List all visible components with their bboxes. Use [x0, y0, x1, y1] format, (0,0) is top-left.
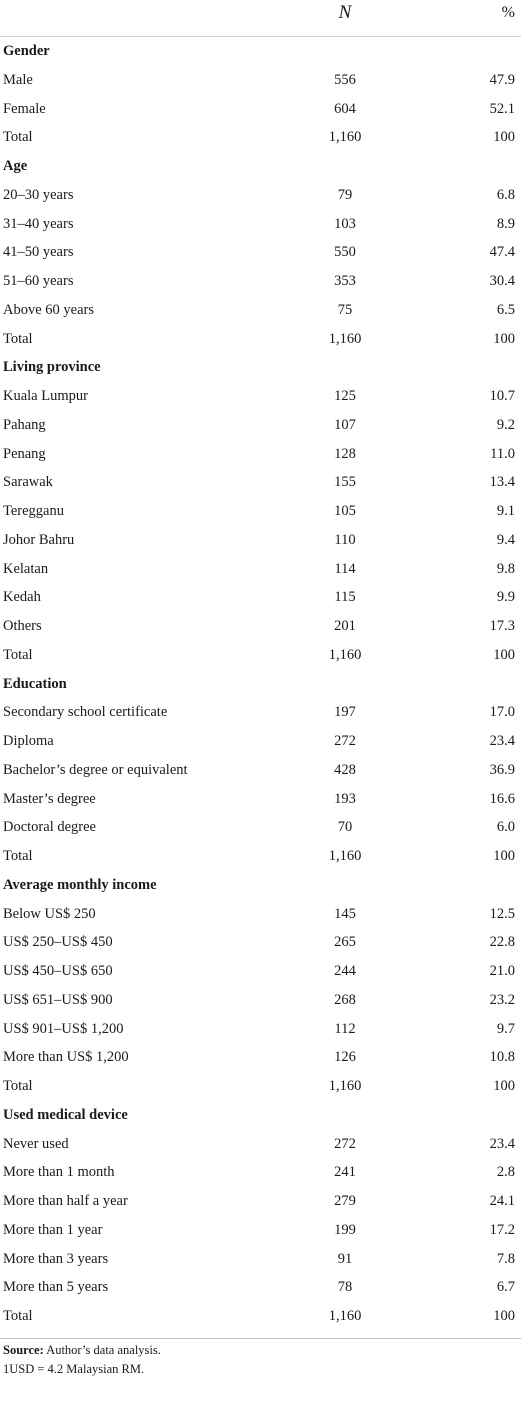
table-row	[0, 1072, 521, 1101]
section-title: Average monthly income	[3, 876, 157, 893]
row-percent: 22.8	[489, 934, 515, 951]
row-percent: 8.9	[496, 215, 515, 232]
row-label: Total	[3, 330, 33, 347]
row-label: Bachelor’s degree or equivalent	[3, 761, 188, 778]
row-count: 265	[334, 934, 356, 951]
row-label: US$ 651–US$ 900	[3, 991, 113, 1008]
row-percent: 21.0	[489, 963, 515, 979]
table-row	[0, 1043, 521, 1072]
row-percent: 100	[493, 646, 515, 663]
row-percent: 23.4	[489, 733, 515, 749]
row-label: Above 60 years	[3, 301, 95, 318]
row-percent: 2.8	[496, 1164, 515, 1181]
section-heading	[0, 152, 521, 181]
row-count: 199	[334, 1221, 356, 1238]
row-count: 103	[334, 215, 356, 232]
table-row	[0, 555, 521, 584]
row-label: More than US$ 1,200	[3, 1049, 129, 1066]
row-count: 126	[334, 1049, 356, 1066]
table-bottom-rule	[0, 1338, 521, 1339]
row-percent: 36.9	[489, 761, 515, 778]
row-label: Diploma	[3, 733, 54, 749]
table-row	[0, 1187, 521, 1216]
section-title: Education	[3, 675, 67, 692]
row-label: Never used	[3, 1135, 69, 1152]
section-heading	[0, 1101, 521, 1130]
row-count: 75	[337, 301, 353, 318]
row-count: 114	[334, 560, 356, 577]
row-percent: 9.1	[496, 503, 515, 519]
row-percent: 9.7	[496, 1020, 515, 1037]
row-percent: 9.9	[496, 589, 515, 606]
row-percent: 6.5	[496, 301, 515, 318]
row-label: 51–60 years	[3, 273, 74, 289]
row-count: 428	[334, 761, 356, 778]
row-label: Total	[3, 1308, 33, 1324]
table-row	[0, 238, 521, 267]
row-percent: 11.0	[490, 445, 515, 462]
row-label: Kelatan	[3, 560, 49, 577]
row-count: 79	[337, 186, 353, 203]
row-label: Teregganu	[3, 503, 64, 519]
row-count: 272	[334, 733, 356, 749]
row-label: 41–50 years	[3, 244, 74, 261]
row-label: More than 1 month	[3, 1164, 115, 1181]
row-percent: 10.7	[489, 388, 515, 404]
table-row	[0, 325, 521, 354]
table-row	[0, 1216, 521, 1245]
table-row	[0, 526, 521, 555]
table-row	[0, 123, 521, 152]
row-label: 31–40 years	[3, 215, 74, 232]
table-row	[0, 1273, 521, 1302]
row-count: 112	[334, 1020, 356, 1037]
table-row	[0, 468, 521, 497]
row-count: 244	[334, 963, 356, 979]
row-label: US$ 250–US$ 450	[3, 934, 113, 951]
row-count: 145	[334, 905, 356, 922]
section-heading	[0, 871, 521, 900]
row-count: 125	[334, 388, 356, 404]
table-row	[0, 641, 521, 670]
table-row	[0, 411, 521, 440]
table-body	[0, 37, 521, 1331]
table-row	[0, 267, 521, 296]
row-percent: 100	[493, 848, 515, 864]
source-text: Author’s data analysis.	[43, 1342, 161, 1357]
row-count: 105	[334, 503, 356, 519]
row-count: 279	[334, 1193, 356, 1209]
row-percent: 17.3	[489, 618, 515, 634]
row-count: 1,160	[328, 848, 362, 864]
row-percent: 17.2	[489, 1221, 515, 1238]
row-label: Johor Bahru	[3, 531, 75, 548]
row-label: More than 1 year	[3, 1221, 103, 1238]
exchange-note: 1USD = 4.2 Malaysian RM.	[3, 1361, 145, 1376]
table-row	[0, 612, 521, 641]
row-percent: 52.1	[489, 100, 515, 117]
table-row	[0, 1302, 521, 1331]
table-row	[0, 1158, 521, 1187]
row-count: 1,160	[328, 1078, 362, 1094]
row-label: US$ 450–US$ 650	[3, 963, 113, 979]
row-percent: 6.8	[496, 186, 515, 203]
row-label: Secondary school certificate	[3, 704, 168, 721]
section-title: Gender	[3, 43, 50, 59]
table-row	[0, 583, 521, 612]
row-percent: 7.8	[496, 1250, 515, 1267]
row-percent: 100	[493, 330, 515, 347]
row-percent: 17.0	[489, 704, 515, 721]
table-row	[0, 756, 521, 785]
source-note	[0, 1341, 521, 1360]
row-count: 115	[334, 589, 356, 606]
row-count: 1,160	[328, 129, 362, 146]
row-count: 155	[334, 474, 356, 491]
table-row	[0, 842, 521, 871]
row-label: Total	[3, 129, 33, 146]
table-row	[0, 95, 521, 124]
row-label: Pahang	[3, 416, 46, 433]
section-heading	[0, 353, 521, 382]
section-title: Used medical device	[3, 1106, 128, 1123]
table-row	[0, 1015, 521, 1044]
row-count: 1,160	[328, 1308, 362, 1324]
row-count: 70	[337, 819, 353, 836]
row-percent: 23.4	[489, 1135, 515, 1152]
row-percent: 10.8	[489, 1049, 515, 1066]
row-percent: 47.9	[489, 71, 515, 88]
row-label: Doctoral degree	[3, 819, 96, 836]
table-row	[0, 440, 521, 469]
column-header-n: N	[338, 2, 352, 23]
row-label: Master’s degree	[3, 790, 96, 807]
column-header-percent: %	[501, 4, 515, 21]
table-row	[0, 497, 521, 526]
row-count: 201	[334, 618, 356, 634]
row-label: Sarawak	[3, 474, 53, 491]
row-label: Below US$ 250	[3, 905, 96, 922]
row-percent: 6.0	[496, 819, 515, 836]
row-label: Kuala Lumpur	[3, 388, 88, 404]
row-percent: 30.4	[489, 273, 515, 289]
row-label: Total	[3, 1078, 33, 1094]
row-count: 197	[334, 704, 356, 721]
table-row	[0, 382, 521, 411]
table-row	[0, 181, 521, 210]
row-percent: 100	[493, 129, 515, 146]
row-count: 556	[334, 71, 356, 88]
row-percent: 100	[493, 1078, 515, 1094]
row-label: Female	[3, 100, 46, 117]
row-label: Total	[3, 646, 33, 663]
row-percent: 9.8	[496, 560, 515, 577]
table-row	[0, 66, 521, 95]
row-percent: 9.4	[496, 531, 515, 548]
row-count: 128	[334, 445, 356, 462]
table-row	[0, 1130, 521, 1159]
table-row	[0, 210, 521, 239]
row-label: Total	[3, 848, 33, 864]
table-row	[0, 986, 521, 1015]
row-percent: 6.7	[496, 1279, 515, 1296]
table-row	[0, 957, 521, 986]
row-count: 1,160	[328, 330, 362, 347]
table-row	[0, 785, 521, 814]
row-percent: 13.4	[489, 474, 515, 491]
row-label: Penang	[3, 445, 46, 462]
row-label: Others	[3, 618, 42, 634]
row-percent: 12.5	[489, 905, 515, 922]
section-title: Age	[3, 158, 28, 174]
row-count: 110	[334, 531, 356, 548]
table-row	[0, 813, 521, 842]
row-label: 20–30 years	[3, 186, 74, 203]
row-label: More than half a year	[3, 1193, 128, 1209]
table-row	[0, 928, 521, 957]
table-row	[0, 1245, 521, 1274]
row-percent: 24.1	[489, 1193, 515, 1209]
row-label: Kedah	[3, 589, 41, 606]
row-label: US$ 901–US$ 1,200	[3, 1020, 124, 1037]
table-row	[0, 727, 521, 756]
section-heading	[0, 670, 521, 699]
row-count: 272	[334, 1135, 356, 1152]
table-row	[0, 900, 521, 929]
row-percent: 9.2	[496, 416, 515, 433]
row-count: 268	[334, 991, 356, 1008]
source-label: Source:	[3, 1342, 44, 1357]
section-title: Living province	[3, 359, 101, 376]
row-count: 241	[334, 1164, 356, 1181]
row-label: More than 3 years	[3, 1250, 109, 1267]
table-row	[0, 296, 521, 325]
row-label: More than 5 years	[3, 1279, 109, 1296]
row-count: 107	[334, 416, 356, 433]
row-count: 353	[334, 273, 356, 289]
table-header	[0, 0, 521, 37]
row-percent: 23.2	[489, 991, 515, 1008]
row-percent: 100	[493, 1308, 515, 1324]
section-heading	[0, 37, 521, 66]
row-count: 91	[337, 1250, 353, 1267]
table-row	[0, 698, 521, 727]
row-percent: 16.6	[489, 790, 515, 807]
row-count: 193	[334, 790, 356, 807]
row-count: 1,160	[328, 646, 362, 663]
row-percent: 47.4	[489, 244, 515, 261]
row-count: 604	[334, 100, 356, 117]
row-label: Male	[3, 71, 33, 88]
row-count: 550	[334, 244, 356, 261]
row-count: 78	[337, 1279, 353, 1296]
